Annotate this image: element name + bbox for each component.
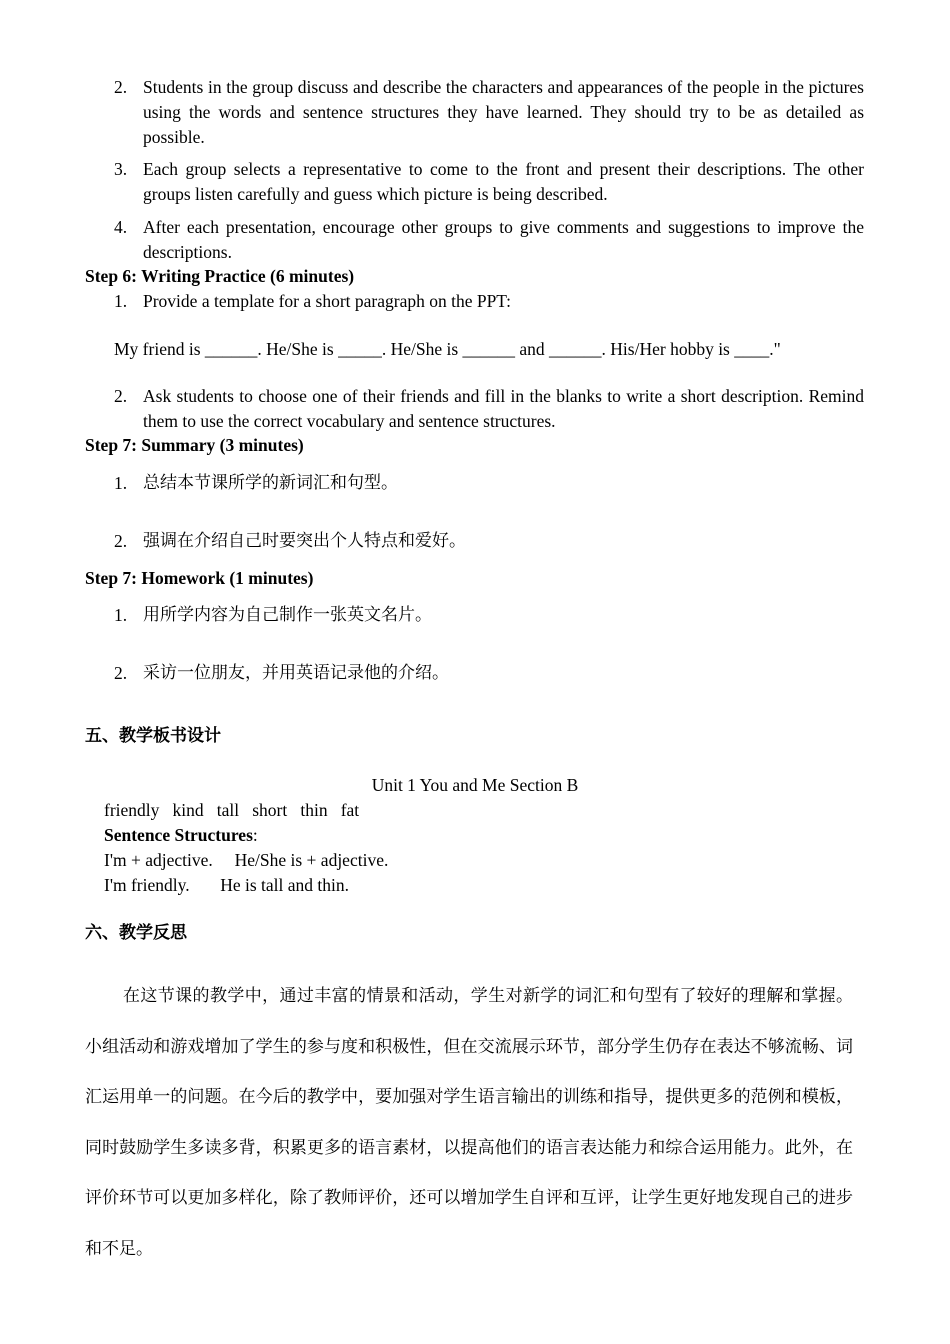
section6-heading: 六、教学反思 [85,923,187,943]
list-number: 1. [114,473,128,493]
board-title: Unit 1 You and Me Section B [371,775,579,795]
list-text: 强调在介绍自己时要突出个人特点和爱好。 [143,531,466,551]
board-example-line: I'm friendly. He is tall and thin. [104,875,350,895]
board-structures-label [104,823,258,848]
list-number: 2. [114,386,128,406]
list-number: 1. [114,605,128,625]
list-text: 采访一位朋友，并用英语记录他的介绍。 [143,663,449,683]
list-text: 总结本节课所学的新词汇和句型。 [143,473,398,493]
list-text: Each group selects a representative to come to the front and present their descriptions. The other groups listen carefully and guess which picture is being described. [143,159,864,204]
list-number: 2. [114,531,128,551]
reflection-paragraph: 在这节课的教学中，通过丰富的情景和活动，学生对新学的词汇和句型有了较好的理解和掌握。小组活动和游戏增加了学生的参与度和积极性，但在交流展示环节，部分学生仍存在表达不够流畅、词汇运用单一的问题。在今后的教学中，要加强对学生语言输出的训练和指导，提供更多的范例和模板，同时鼓励学生多读多背，积累更多的语言素材，以提高他们的语言表达能力和综合运用能力。此外，在评价环节可以更加多样化，除了教师评价，还可以增加学生自评和互评，让学生更好地发现自己的进步和不足。 [85,986,853,1259]
list-number: 2. [114,77,128,97]
list-number: 1. [114,291,128,311]
board-vocabulary: friendly kind tall short thin fat [104,800,360,820]
list-text: After each presentation, encourage other groups to give comments and suggestions to improve the descriptions. [143,217,864,262]
list-text: Students in the group discuss and describe the characters and appearances of the people in the pictures using the words and sentence structures they have learned. They should try to be as detailed as possible. [143,77,864,147]
structures-label: Sentence Structures [104,825,253,845]
list-text: Ask students to choose one of their friends and fill in the blanks to write a short description. Remind them to use the correct vocabulary and sentence structures. [143,386,864,431]
list-number: 4. [114,217,128,237]
step7-summary-heading: Step 7: Summary (3 minutes) [85,435,304,455]
list-number: 3. [114,159,128,179]
step7-homework-heading: Step 7: Homework (1 minutes) [85,568,314,588]
writing-template: My friend is ______. He/She is _____. He/She is ______ and ______. His/Her hobby is ____." [114,339,781,359]
list-number: 2. [114,663,128,683]
structures-colon: : [252,825,258,845]
list-text: Provide a template for a short paragraph on the PPT: [143,291,511,311]
list-text: 用所学内容为自己制作一张英文名片。 [143,605,432,625]
board-structure-line: I'm + adjective. He/She is + adjective. [104,850,389,870]
step6-heading: Step 6: Writing Practice (6 minutes) [85,266,355,286]
section5-heading: 五、教学板书设计 [85,726,221,746]
